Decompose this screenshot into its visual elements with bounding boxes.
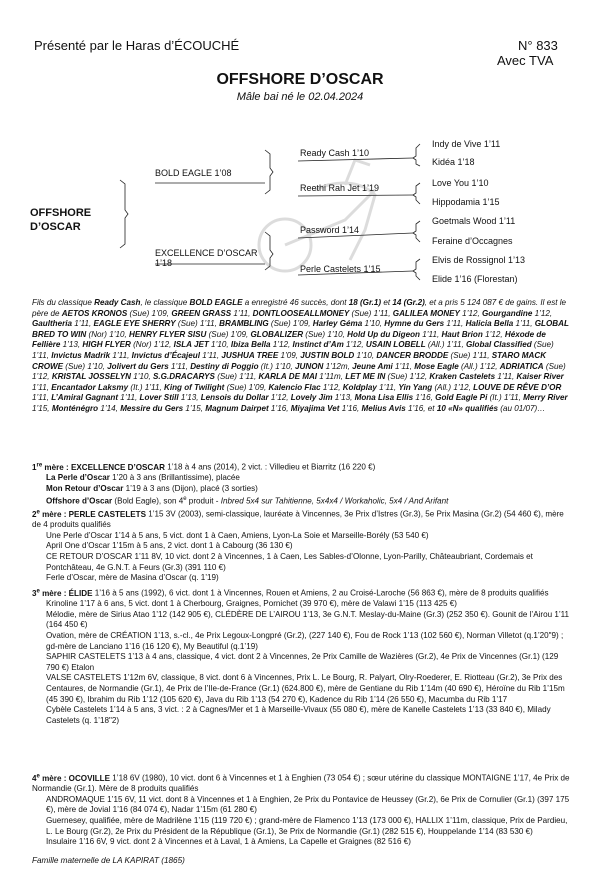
sire-text: (It.) 1’10, — [258, 361, 295, 371]
third-dam-item: Mélodie, mère de Sirius Atao 1’12 (142 905 €), CLÉDÈRE DE L’AIROU 1’13, 3e G.N.T. Meslay-du-Maine (Gr.3) (252 350 €). Gounit de l’Airou 1’11 (164 450 €) — [46, 609, 570, 630]
sire-text: 1’11, — [110, 350, 132, 360]
pedigree-sdd: Hippodamia 1’15 — [432, 197, 500, 207]
pedigree-sss: Indy de Vive 1’11 — [432, 139, 501, 149]
progeny-name: Miyajima Vet — [290, 403, 340, 413]
sire-text: 1’13, — [178, 393, 201, 403]
progeny-name: GLOBAL BRED TO WIN — [32, 319, 569, 339]
pedigree-dss: Goetmals Wood 1’11 — [432, 216, 516, 226]
sire-text: 1’11m, — [317, 372, 346, 382]
sire-text: 1’11, — [72, 319, 94, 329]
sire-text: 1’11, — [231, 308, 253, 318]
progeny-name: JUSTIN BOLD — [300, 350, 355, 360]
pedigree-dd: Perle Castelets 1’15 — [300, 264, 381, 274]
sire-text: 1’11, — [392, 361, 415, 371]
progeny-name: 14 (Gr.2) — [392, 298, 425, 307]
sire-text: , le classique — [140, 298, 190, 307]
pedigree-subject: OFFSHORE D’OSCAR — [30, 207, 92, 233]
progeny-name: Kalencio Flac — [268, 382, 321, 392]
progeny-name: Jeune Ami — [352, 361, 393, 371]
sire-text: 1’13, — [60, 340, 83, 350]
horse-description: Mâle bai né le 02.04.2024 — [236, 91, 364, 103]
progeny-name: DONTLOOSEALLMONEY — [252, 308, 350, 318]
sire-text: 1’11, — [32, 393, 52, 403]
progeny-name: ADRIATICA — [499, 361, 544, 371]
third-dam-section: 3e mère : ÉLIDE 1’16 à 5 ans (1992), 6 vict. dont 1 à Vincennes, Rouen et Amiens, 2 au Croisé-Laroche (56 863 €), mère de 8 produits qualifiés Krinoline 1’17 à 6 ans, 5 vict. dont 1 à Cherbourg, Graignes, Pornichet (39 970 €), mère de Valawi 1’15 (113 425 €) Mélodie, mère de Sirius Atao 1’12 (142 905 €), CLÉDÈRE DE L’AIROU 1’13, 3e G.N.T. Meslay-du-Maine (Gr.3) (252 350 €). Gounit de l’Airou 1’11 (164 450 €) Ovation, mère de CRÉATION 1’13, s.-cl., 4e Prix Legoux-Longpré (Gr.2), (227 140 €), Fou de Rock 1’13 (102 560 €), Norman Villetot (q.1’20"9) ; gd-mère de Lanciano 1’16 (16 120 €), My Beautiful (q.1’19) SAPHIR CASTELETS 1’13 à 4 ans, classique, 4 vict. dont 2 à Vincennes, 2e Prix Camille de Wazières (Gr.2), 4e Prix de Vincennes (Gr.1) (129 790 €) Etalon VALSE CASTELETS 1’12m 6V, classique, 8 vict. dont 6 à Vincennes, Prix L. Le Bourg, R. Palyart, Olry-Roederer, E. Riotteau (Gr.2), 3e Prix des Centaures, de Normandie (Gr.1), 4e Prix de l’Ile-de-France (Gr.1) (624.800 €), mère de Gentiane du Rib 1’14m (40 690 €), Héroïne du Rib 1’15m (45 390 €), Ibrahim du Rib 1’12 (105 620 €), Java du Rib 1’13 (54 270 €), Kadence du Rib 1’14 (26 550 €), Macumba du Rib 1’17 Cybèle Castelets 1’14 à 5 ans, 3 vict. : 2 à Cagnes/Mer et 1 à Marseille-Vivaux (55 080 €), mère de Kanelle Castelets 1’13 (33 840 €), Milady Castelets (q. 1’18"2) — [32, 586, 572, 726]
progeny-name: KARLA DE MAI — [258, 372, 318, 382]
sire-text: (Sue) 1’11, — [214, 372, 259, 382]
sire-text: 1’12, — [482, 329, 505, 339]
progeny-name: Melius Avis — [361, 403, 406, 413]
sire-text: 1’11, — [199, 350, 222, 360]
pedigree-sds: Love You 1’10 — [432, 178, 489, 188]
pedigree-dsd: Feraine d’Occagnes — [432, 236, 513, 246]
progeny-name: GALILEA MONEY — [392, 308, 460, 318]
sire-text: (Sue) 1’11, — [349, 308, 393, 318]
fourth-dam-item: ANDROMAQUE 1’15 6V, 11 vict. dont 8 à Vincennes et 1 à Enghien, 2e Prix du Pontavice de Heussey (Gr.2), 6e Prix de Cornulier (Gr.1) (397 175 €), mère de Jovial 1’16 (84 074 €), Nadar 1’15m (61 280 €) — [46, 794, 570, 815]
pedigree-ss: Ready Cash 1’10 — [300, 148, 370, 158]
third-dam-item: Krinoline 1’17 à 6 ans, 5 vict. dont 1 à Cherbourg, Graignes, Pornichet (39 970 €), mère de Valawi 1’15 (113 425 €) — [46, 599, 457, 609]
progeny-name: 10 «N» qualifiés — [436, 403, 498, 413]
progeny-name: Gaultheria — [32, 319, 73, 329]
second-dam-section: 2e mère : PERLE CASTELETS 1’15 3V (2003), semi-classique, lauréate à Vincennes, 3e Prix d’Istres (Gr.3), 5e Prix Masina (Gr.2) (54 460 €), mère de 4 produits qualifiés Une Perle d’Oscar 1’14 à 5 ans, 5 vict. dont 1 à Caen, Amiens, Lyon-La Soie et Marseille-Borély (53 540 €) April One d’Oscar 1’15m à 5 ans, 2 vict. dont 1 à Cabourg (36 130 €) CE RETOUR D’OSCAR 1’11 8V, 10 vict. dont 2 à Vincennes, 1 à Caen, Les Sables-d’Olonne, Lyon-Parilly, Châteaubriant, Cordemais et Pontchâteau, 4e G.N.T. à Feurs (Gr.3) (391 110 €) Ferle d’Oscar, mère de Masina d’Oscar (q. 1’19) — [32, 507, 572, 584]
sire-text: (All.) 1’12, — [432, 382, 474, 392]
sire-text: 1’15, — [183, 403, 206, 413]
progeny-name: Global Classified — [466, 340, 532, 350]
tax-status: Avec TVA — [497, 53, 554, 68]
first-dam-lead: 1re mère : EXCELLENCE D’OSCAR — [32, 462, 165, 472]
sire-text: 1’12, — [320, 382, 343, 392]
sire-text: 1’12, — [532, 308, 553, 318]
sire-text: (au 01/07)… — [498, 403, 546, 413]
sire-text: 1’11, — [495, 372, 517, 382]
progeny-name: Gold Eagle Pi — [435, 393, 488, 403]
sire-text: (Sue) 1’11, — [448, 350, 492, 360]
progeny-name: Destiny di Poggio — [190, 361, 259, 371]
sire-text: 1’12, — [459, 308, 482, 318]
fourth-dam-section: 4e mère : OCOVILLE 1’18 6V (1980), 10 vict. dont 6 à Vincennes et 1 à Enghien (73 054 €) ; sœur utérine du classique MONTAIGNE 1’17, 4e Prix de Normandie (Gr.1). Mère de 8 produits qualifiés ANDROMAQUE 1’15 6V, 11 vict. dont 8 à Vincennes et 1 à Enghien, 2e Prix du Pontavice de Heussey (Gr.2), 6e Prix de Cornulier (Gr.1) (397 175 €), mère de Jovial 1’16 (84 074 €), Nadar 1’15m (61 280 €) Guernesey, qualifiée, mère de Madrilène 1’15 (119 720 €) ; grand-mère de Flamenco 1’13 (173 000 €), HALLIX 1’11m, classique, Prix de Pardieu, L. Le Bourg (Gr.2), 2e Prix du Président de la République (Gr.1), 3e Prix de Normandie (Gr.1) (282 515 €), Houppelande 1’14 (83 530 €) Insulaire 1’16 6V, 9 vict. dont 2 à Vincennes et à Laval, 1 à Amiens, La Capelle et Graignes (82 516 €) — [32, 771, 572, 848]
progeny-name: USAIN LOBELL — [365, 340, 426, 350]
progeny-name: KRISTAL JOSSELYN — [51, 372, 131, 382]
progeny-name: JUSHUA TREE — [221, 350, 279, 360]
second-dam-item: Ferle d’Oscar, mère de Masina d’Oscar (q. 1’19) — [46, 573, 219, 583]
pedigree-ssd: Kidéa 1’18 — [432, 157, 475, 167]
sire-text: 1’11, — [420, 329, 442, 339]
sire-text: 1’13, — [332, 393, 355, 403]
sire-text: (Sue) 1’09, — [268, 319, 313, 329]
sire-text: 1’10, — [208, 340, 231, 350]
pedigree-sd: Reethi Rah Jet 1’19 — [300, 183, 380, 193]
progeny-name: Yin Yang — [398, 382, 433, 392]
sire-text: (Sue) 1’09, — [224, 382, 269, 392]
second-dam-item: CE RETOUR D’OSCAR 1’11 8V, 10 vict. dont 2 à Vincennes, 1 à Caen, Les Sables-d’Olonne, Lyon-Parilly, Châteaubriant, Cordemais et Pontchâteau, 4e G.N.T. à Feurs (Gr.3) (391 110 €) — [46, 552, 533, 572]
progeny-name: Merry River — [523, 393, 568, 403]
sire-text: 1’10, — [362, 319, 385, 329]
fourth-dam-item: Guernesey, qualifiée, mère de Madrilène 1’15 (119 720 €) ; grand-mère de Flamenco 1’13 (173 000 €), HALLIX 1’11m, classique, Prix de Pardieu, L. Le Bourg (Gr.2), 2e Prix du Président de la République (Gr.1), 3e Prix de Normandie (Gr.1) (282 515 €), Houppelande 1’14 (83 530 €) — [46, 816, 568, 836]
progeny-name: Gourgandine — [482, 308, 533, 318]
sire-text: 1’11, — [513, 319, 535, 329]
progeny-name: HIGH FLYER — [82, 340, 131, 350]
progeny-name: Hold Up du Digeon — [347, 329, 420, 339]
pedigree-ddd: Elide 1’16 (Florestan) — [432, 274, 518, 284]
third-dam-item: SAPHIR CASTELETS 1’13 à 4 ans, classique, 4 vict. dont 2 à Vincennes, 2e Prix Camille de Wazières (Gr.2), 4e Prix de Vincennes (Gr.1) (129 790 €) Etalon — [46, 652, 559, 672]
progeny-name: STARO MACK CROWE — [32, 350, 547, 371]
sire-text: (Sue) 1’09, — [127, 308, 172, 318]
sire-text: et — [381, 298, 393, 307]
sire-text: (It.) 1’11, — [487, 393, 524, 403]
sire-text: 1’11, — [168, 361, 191, 371]
sire-text: 1’15, — [32, 403, 52, 413]
sire-text: 1’12, — [268, 393, 291, 403]
progeny-name: Ready Cash — [94, 298, 141, 307]
sire-text: (Sue) 1’10, — [63, 361, 108, 371]
sire-text: 1’16, — [413, 393, 436, 403]
progeny-name: Ibiza Bella — [230, 340, 271, 350]
sire-text: 1’12m, — [323, 361, 353, 371]
pedigree-dam: EXCELLENCE D’OSCAR 1’18 — [155, 248, 258, 268]
sire-text: (All.) 1’11, — [425, 340, 467, 350]
third-dam-item: Cybèle Castelets 1’14 à 5 ans, 3 vict. : 2 à Cagnes/Mer et 1 à Marseille-Vivaux (55 080 €), mère de Kanelle Castelets 1’13 (33 840 €), Milady Castelets (q. 1’18"2) — [46, 705, 551, 725]
sire-text: 1’11, — [118, 393, 140, 403]
progeny-name: Messire du Gers — [120, 403, 184, 413]
sire-paragraph — [32, 298, 572, 415]
progeny-name: HENRY FLYER SISU — [129, 329, 207, 339]
third-dam-item: VALSE CASTELETS 1’12m 6V, classique, 8 vict. dont 6 à Vincennes, Prix L. Le Bourg, R. Palyart, Olry-Roederer, E. Riotteau (Gr.2), 3e Prix des Centaures, de Normandie (Gr.1), 4e Prix de l’Ile-de-France (Gr.1) (624.800 €), mère de Gentiane du Rib 1’14m (40 690 €), Héroïne du Rib 1’15m (45 390 €), Ibrahim du Rib 1’12 (105 620 €), Java du Rib 1’13 (54 270 €), Kadence du Rib 1’14 (26 550 €), Macumba du Rib 1’17 — [46, 673, 565, 704]
horse-title: OFFSHORE D’OSCAR — [216, 71, 384, 88]
sire-text: 1’11, — [32, 382, 52, 392]
sire-text: a enregistré 46 succès, dont — [242, 298, 349, 307]
sire-text: (Nor) 1’10, — [86, 329, 129, 339]
progeny-name: Mose Eagle — [414, 361, 459, 371]
sire-text: (Nor) 1’12, — [130, 340, 174, 350]
sire-text: (Sue) 1’12, — [32, 361, 566, 382]
progeny-name: Lover Still — [139, 393, 179, 403]
progeny-name: LOUVE DE RÊVE D’OR — [473, 382, 562, 392]
progeny-name: GREEN GRASS — [171, 308, 232, 318]
fourth-dam-item: Insulaire 1’16 6V, 9 vict. dont 2 à Vincennes et à Laval, 1 à Amiens, La Capelle et Graignes (82 516 €) — [46, 837, 411, 847]
sire-text: (Sue) 1’11, — [175, 319, 220, 329]
progeny-name: Kraken Castelets — [429, 372, 496, 382]
second-dam-item: Une Perle d’Oscar 1’14 à 5 ans, 5 vict. dont 1 à Caen, Amiens, Lyon-La Soie et Marseille-Borély (53 540 €) — [46, 530, 429, 540]
sire-text: 1’10, — [130, 372, 154, 382]
progeny-name: Encantador Laksmy — [51, 382, 129, 392]
progeny-name: AETOS KRONOS — [61, 308, 128, 318]
sire-text: (All.) 1’12, — [458, 361, 500, 371]
progeny-name: Invictus d’Écajeul — [131, 350, 200, 360]
sire-text: 1’14, — [98, 403, 121, 413]
sire-text: (Sue) 1’11, — [32, 340, 554, 360]
sire-text: 1’11, — [376, 382, 399, 392]
progeny-name: Invictus Madrik — [51, 350, 111, 360]
progeny-name: Harley Géma — [312, 319, 363, 329]
progeny-name: Lovely Jim — [290, 393, 333, 403]
progeny-name: 18 (Gr.1) — [348, 298, 382, 307]
sire-text: 1’11, — [444, 319, 466, 329]
progeny-name: Kaiser River — [516, 372, 564, 382]
pedigree-dds: Elvis de Rossignol 1’13 — [432, 255, 526, 265]
progeny-name: Instinct d’Am — [292, 340, 344, 350]
first-dam-section: 1re mère : EXCELLENCE D’OSCAR 1’18 à 4 ans (2014), 2 vict. : Villedieu et Biarritz (16 220 €) La Perle d’Oscar 1’20 à 3 ans (Brillantissime), placée Mon Retour d’Oscar 1’19 à 3 ans (Dijon), placé (3 sorties) Offshore d’Oscar (Bold Eagle), son 4e produit - Inbred 5x4 sur Tahitienne, 5x4x4 / Workaholic, 5x4 / And Arifant — [32, 460, 572, 508]
pedigree-sire: BOLD EAGLE 1’08 — [155, 168, 232, 178]
progeny-name: King of Twilight — [163, 382, 225, 392]
progeny-name: Koldplay — [342, 382, 377, 392]
progeny-name: Magnum Dairpet — [205, 403, 269, 413]
progeny-name: Lensois du Dollar — [200, 393, 269, 403]
progeny-name: Hymne du Gers — [384, 319, 445, 329]
progeny-name: Halicia Bella — [465, 319, 514, 329]
progeny-name: S.G.DRACARYS — [153, 372, 215, 382]
sire-text: 1’09, — [278, 350, 301, 360]
progeny-name: LET ME IN — [345, 372, 386, 382]
first-dam-item: Mon Retour d’Oscar 1’19 à 3 ans (Dijon), placé (3 sorties) — [46, 483, 258, 493]
sire-text: , et a pris 5 124 087 € de gains. Il est le père de — [32, 298, 567, 318]
sire-text: Fils du classique — [32, 298, 95, 307]
sire-text: (Sue) 1’12, — [385, 372, 430, 382]
progeny-name: DANCER BRODDE — [376, 350, 449, 360]
sire-text: 1’10, — [354, 350, 377, 360]
progeny-name: GLOBALIZER — [250, 329, 304, 339]
progeny-name: EAGLE EYE SHERRY — [93, 319, 176, 329]
sulky-watermark-icon — [255, 150, 395, 280]
sire-text: 1’16, et — [405, 403, 437, 413]
sire-text: 1’12, — [270, 340, 293, 350]
sire-text: (It.) 1’11, — [128, 382, 164, 392]
lot-number: N° 833 — [518, 38, 558, 53]
progeny-name: BRAMBLING — [219, 319, 269, 329]
maternal-family: Famille maternelle de LA KAPIRAT (1865) — [32, 856, 185, 865]
presenter-text: Présenté par le Haras d’ÉCOUCHÉ — [34, 38, 240, 53]
progeny-name: Mona Lisa Ellis — [354, 393, 414, 403]
progeny-name: Héxode de Fellière — [32, 329, 546, 350]
progeny-name: Monténégro — [51, 403, 99, 413]
sire-text: (Sue) 1’10, — [303, 329, 348, 339]
progeny-name: JUNON — [295, 361, 324, 371]
sire-text: 1’16, — [339, 403, 362, 413]
sire-text: 1’16, — [268, 403, 291, 413]
first-dam-item: La Perle d’Oscar 1’20 à 3 ans (Brillantissime), placée — [46, 473, 240, 483]
third-dam-item: Ovation, mère de CRÉATION 1’13, s.-cl., 4e Prix Legoux-Longpré (Gr.2), (227 140 €), Fou de Rock 1’13 (102 560 €), Norman Villetot (q.1’20"9) ; gd-mère de Lanciano 1’16 (16 120 €), My Beautiful (q.1’19) — [46, 631, 564, 651]
progeny-name: L’Amiral Gagnant — [51, 393, 119, 403]
progeny-name: Haut Brion — [441, 329, 483, 339]
progeny-name: BOLD EAGLE — [189, 298, 243, 307]
sire-text: 1’12, — [343, 340, 366, 350]
pedigree-ds: Password 1’14 — [300, 225, 360, 235]
sire-text: (Sue) 1’09, — [206, 329, 251, 339]
first-dam-item: Offshore d’Oscar (Bold Eagle), son 4e produit - Inbred 5x4 sur Tahitienne, 5x4x4 / Workaholic, 5x4 / And Arifant — [46, 496, 449, 507]
second-dam-item: April One d’Oscar 1’15m à 5 ans, 2 vict. dont 1 à Cabourg (36 130 €) — [46, 541, 293, 551]
progeny-name: ISLA JET — [173, 340, 209, 350]
progeny-name: Jolivert du Gers — [107, 361, 169, 371]
